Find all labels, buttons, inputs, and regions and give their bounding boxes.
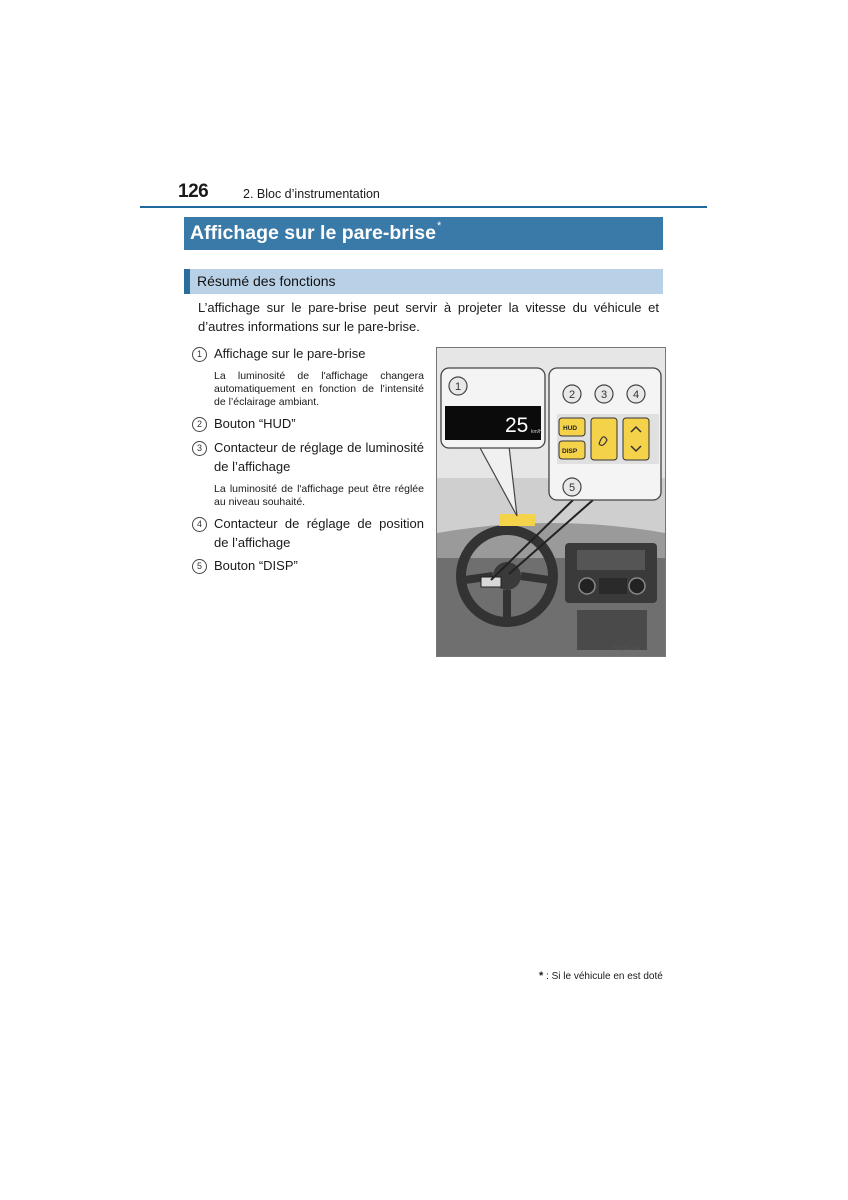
section-title-bar [184,217,663,250]
footnote-marker: * [539,970,544,982]
section-title [190,222,441,245]
item-label: Contacteur de réglage de luminosité de l’affichage [214,440,424,474]
section-title-text: Affichage sur le pare-brise [190,222,436,244]
callout-4: 4 [633,389,640,401]
item-number: 5 [192,559,207,574]
item-label: Bouton “HUD” [214,416,296,431]
item-note: La luminosité de l'affichage peut être réglée au niveau souhaité. [214,483,424,508]
item-number: 1 [192,347,207,362]
subsection-bar [184,269,663,294]
item-number: 3 [192,441,207,456]
hud-button-label: HUD [563,425,578,432]
disp-button-label: DISP [562,448,578,455]
dashboard-illustration [436,347,666,657]
hud-speed: 25 [505,414,529,437]
callout-5: 5 [569,482,576,494]
figure-code: ISQ5320a [613,646,641,652]
callout-1: 1 [455,381,462,393]
callout-2: 2 [569,389,576,401]
title-footnote-marker: * [437,220,442,232]
item-note: La luminosité de l'affichage changera automatiquement en fonction de l’intensité de l’éclairage ambiant. [214,370,424,408]
chapter-title: 2. Bloc d’instrumentation [243,187,380,201]
intro-paragraph: L’affichage sur le pare-brise peut servir à projeter la vitesse du véhicule et d’autres informations sur le pare-brise. [198,300,659,334]
dashboard-drawing [437,348,665,656]
item-number: 2 [192,417,207,432]
footnote [539,970,663,982]
header-rule [140,206,707,208]
item-number: 4 [192,517,207,532]
callout-3: 3 [601,389,608,401]
footnote-text: : Si le véhicule en est doté [546,971,663,982]
subsection-stripe [184,269,190,294]
page-number: 126 [178,181,209,202]
item-label: Bouton “DISP” [214,558,298,573]
item-label: Affichage sur le pare-brise [214,346,366,361]
hud-unit: km/h [531,429,542,435]
subsection-heading: Résumé des fonctions [197,273,336,289]
item-label: Contacteur de réglage de position de l’affichage [214,516,424,550]
